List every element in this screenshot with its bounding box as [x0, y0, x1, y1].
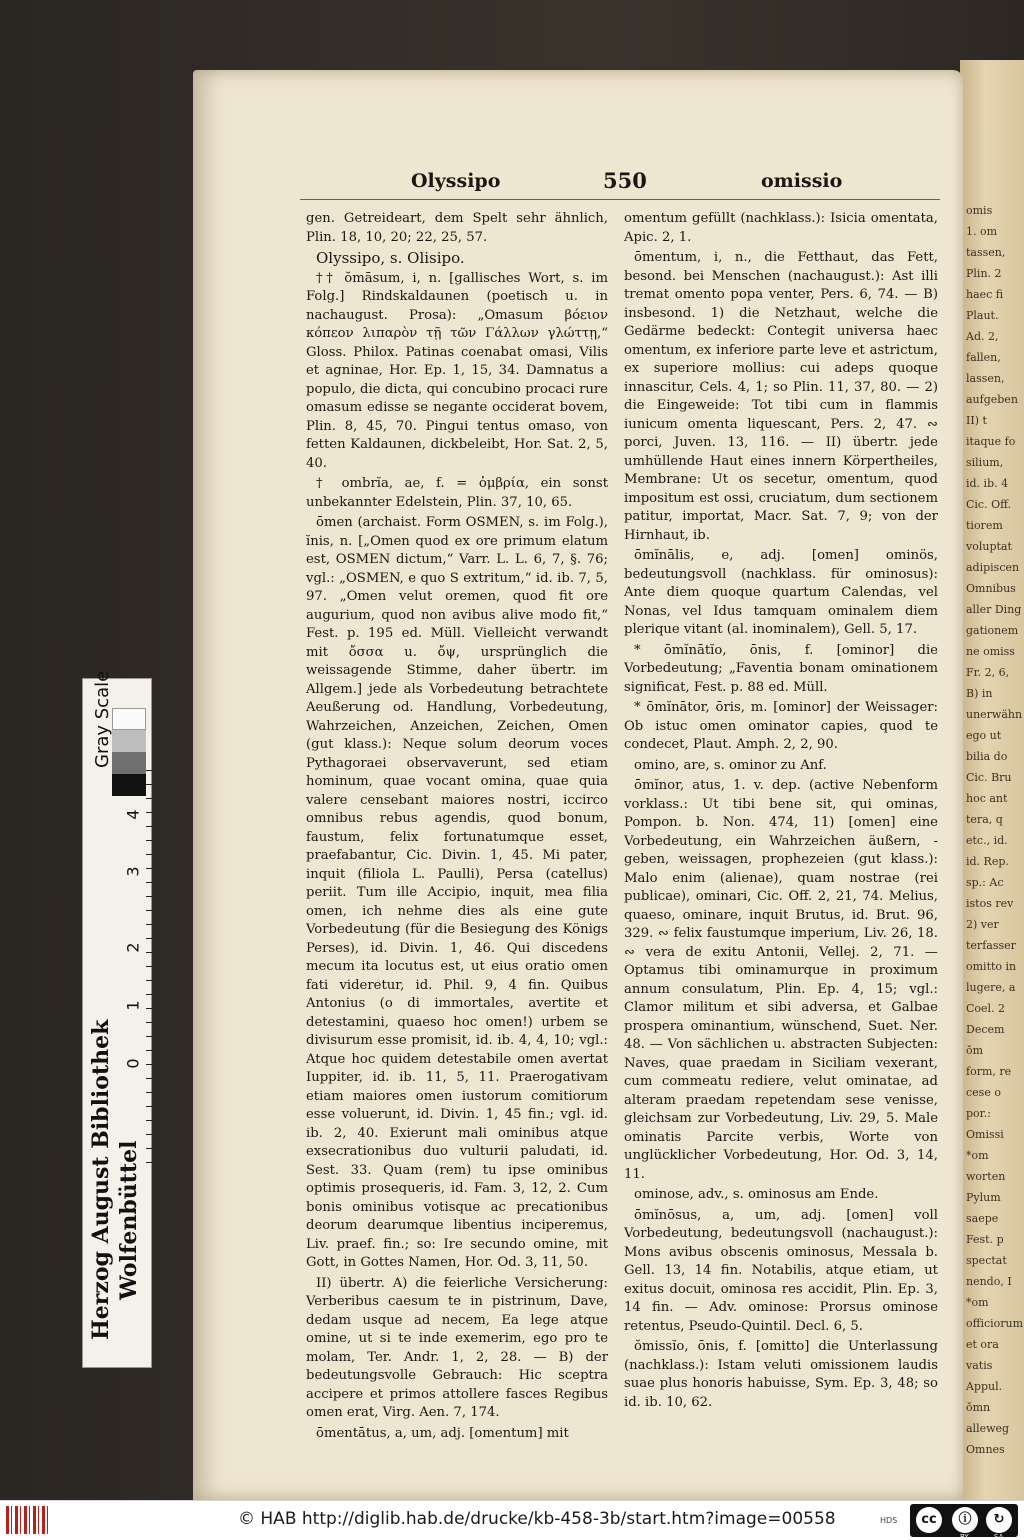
entry-text: ōmĭnālis, e, adj. [omen] ominös, bedeutungsvoll (nachklass. für ominosus): Ante diem quoque quartum Calendas, vel Nonas, vel Idus tamquam ominalem diem plerique vitant (al. inominalem), Gell. 5, 17. — [624, 548, 938, 637]
ruler-number: 3 — [123, 866, 143, 877]
hds-mark: HDS — [880, 1516, 898, 1525]
entry-text: gen. Getreideart, dem Spelt sehr ähnlich, Plin. 18, 10, 20; 22, 25, 57. — [306, 211, 608, 245]
page-number: 550 — [603, 168, 647, 193]
entry-text: ōmen (archaist. Form OSMEN, s. im Folg.), ĭnis, n. [„Omen quod ex ore primum elatum est, OSMEN dictum,“ Varr. L. L. 6, 7, §. 76; vgl.: „OSMEN, e quo S extritum,“ id. ib. 7, 5, 97. „Omen velut oremen, quod fit ore augurium, quod non avibus alive modo fit,“ Fest. p. 195 ed. Müll. Vielleicht verwandt mit ὄσσα u. ὄψ, ursprünglich die weissagende Stimme, daher übertr. im Allgem.] jede als Vorbedeutung betrachtete Aeußerung od. Handlung, Vorbedeutung, Wahrzeichen, Anzeichen, Zeichen, Omen (gut klass.): Neque solum deorum voces Pythagoraei observaverunt, sed etiam hominum, quae vocant omina, quae quia valere censebant maiores nostri, iccirco omnibus rebus agendis, quod bonum, faustum, felix fortunatumque esset, praefabantur, Cic. Divin. 1, 45. Mi pater, inquit (filiola L. Paulli), Persa (catellus) periit. Tum ille Accipio, inquit, mea filia omen, ich nehme dies als eine gute Vorbedeutung (für die Besiegung des Königs Perses), id. Divin. 1, 46. Qui discedens mecum ita locutus est, ut eius oratio omen fati videretur, id. Phil. 9, 4 fin. Quibus Antonius (o di immortales, avertite et detestamini, quaeso hoc omen!) urbem se divisurum esse promisit, id. ib. 4, 4, 10; vgl.: Atque hoc quidem detestabile omen avertat Iuppiter, id. ib. 11, 5, 11. Praerogativam etiam maiores omen iustorum comitiorum esse voluerunt, id. Divin. 1, 45 fin.; vgl. id. ib. 2, 40. Exierunt mali ominibus atque exsecrationibus duo vulturii paludati, id. Sest. 33. Quam (rem) tu ipse ominibus optimis prosequeris, id. Fam. 3, 12, 2. Cum bonis ominibus votisque ac precationibus deorum dearumque libentius inciperemus, Liv. praef. fin.; so: Ire secundo omine, mit Gott, in Gottes Namen, Hor. Od. 3, 11, 50. — [306, 515, 608, 1270]
ruler-number: 0 — [123, 1058, 143, 1069]
entry-text: ŏmissĭo, ōnis, f. [omitto] die Unterlassung (nachklass.): Istam veluti omissionem laudis suae plus honoris habuisse, Sym. Ep. 3, 48; so id. ib. 10, 62. — [624, 1339, 938, 1410]
entry-text: omentum gefüllt (nachklass.): Isicia omentata, Apic. 2, 1. — [624, 211, 938, 245]
cc-license-badge[interactable] — [910, 1504, 1018, 1540]
header-left-word: Olyssipo — [411, 170, 501, 192]
entry-text: ominose, adv., s. ominosus am Ende. — [634, 1187, 879, 1202]
cc-icon: cc — [916, 1507, 942, 1533]
entry-text: Olyssipo, s. Olisipo. — [316, 249, 465, 267]
swatch-mid — [112, 752, 146, 774]
swatch-black — [112, 774, 146, 796]
next-page-fragment: omis 1. om tassen, Plin. 2 haec fi Plaut. Ad. 2, fallen, lassen, aufgeben II) t itaque fo silium, id. ib. 4 Cic. Off. tiorem voluptat adipiscen Omnibus aller Ding gationem ne omiss Fr. 2, 6, B) in unerwähn ego ut bilia do Cic. Bru hoc ant tera, q etc., id. id. Rep. sp.: Ac istos rev 2) ver terfasser omitto in lugere, a Coel. 2 Decem ŏm form, re cese o por.: Omissi *om worten Pylum saepe Fest. p spectat nendo, I *om officiorum et ora vatis Appul. ŏmn alleweg Omnes — [966, 204, 1024, 1456]
share-alike-icon: ↻ — [986, 1507, 1012, 1533]
entry-text: † ombrĭa, ae, f. = ὀμβρία, ein sonst unbekannter Edelstein, Plin. 37, 10, 65. — [306, 476, 608, 510]
entry-text: II) übertr. A) die feierliche Versicherung: Verberibus caesum te in pistrinum, Dave, dedam usque ad necem, Ea lege atque omine, ut si te inde exemerim, ego pro te molam, Ter. Andr. 1, 2, 28. — B) der bedeutungsvolle Gebrauch: Hic sceptra accipere et primos attollere fasces Regibus omen erat, Virg. Aen. 7, 174. — [306, 1275, 608, 1420]
entry-text: * ōmĭnātor, ōris, m. [ominor] der Weissager: Ob istuc omen ominator capies, quod te condecet, Plaut. Amph. 2, 2, 90. — [624, 700, 938, 752]
institution-name: Herzog August Bibliothek — [88, 1019, 114, 1340]
swatch-light — [112, 730, 146, 752]
ruler-number: 1 — [123, 1000, 143, 1011]
header-right-word: omissio — [761, 170, 843, 192]
entry-text: * ōmĭnātĭo, ōnis, f. [ominor] die Vorbedeutung; „Faventia bonam ominationem significat, Fest. p. 88 ed. Müll. — [624, 642, 938, 695]
license-sa-label: SA — [994, 1533, 1004, 1540]
license-by-label: BY — [960, 1533, 969, 1540]
attribution-icon: ⓘ — [952, 1507, 978, 1533]
next-page-edge — [960, 60, 1024, 1500]
gray-scale-ruler — [146, 770, 152, 1170]
header-rule — [300, 199, 940, 200]
gray-scale-label: Gray Scale — [92, 670, 113, 768]
hab-logo-icon — [6, 1506, 48, 1534]
entry-text: ōmĭnor, atus, 1. v. dep. (active Nebenform vorklass.: Ut tibi bene sit, qui ominas, Pompon. b. Non. 474, 11) [omen] eine Vorbedeutung, ein Wahrzeichen äußern, -geben, weissagen, prophezeien (gut klass.): Malo enim (alienae), quam nostrae (rei publicae), ominari, Cic. Off. 2, 21, 74. Melius, quaeso, ominare, inquit Brutus, id. Brut. 96, 329. ∾ felix faustumque imperium, Liv. 26, 18. ∾ vera de exitu Antonii, Vellej. 2, 71. — Optamus tibi ominamurque in proximum annum consulatum, Plin. Ep. 4, 15; vgl.: Clamor militum et sibi adversa, et Galbae prospera ominantium, wünschend, Suet. Ner. 48. — Von sächlichen u. abstracten Subjecten: Naves, quae praedam in Siciliam vexerant, cum commeatu rediere, velut ominatae, ad alteram praedam repetendam sese venisse, gleichsam zur Vorbedeutung, Liv. 29, 5. Male ominatis Parcite verbis, Worte von unglücklicher Vorbedeutung, Hor. Od. 3, 14, 11. — [624, 778, 938, 1182]
entry-text: ōmĭnōsus, a, um, adj. [omen] voll Vorbedeutung, bedeutungsvoll (nachaugust.): Mons avibus obscenis ominosus, Messala b. Gell. 13, 14 fin. Notabilis, atque etiam, ut exitus docuit, ominosa res accidit, Plin. Ep. 3, 14 fin. — Adv. ominose: Prorsus ominose retentus, Pseudo-Quintil. Decl. 6, 5. — [624, 1207, 938, 1334]
left-column — [306, 210, 608, 1445]
entry-text: †† ŏmāsum, i, n. [gallisches Wort, s. im Folg.] Rindskaldaunen (poetisch u. in nachaugust. Prosa): „Omasum βόειον κόπεον λιπαρὸν τῇ τῶν Γάλλων γλώττῃ,“ Gloss. Philox. Patinas coenabat omasi, Vilis et agninae, Hor. Ep. 1, 15, 34. Damnatus a populo, die dicta, qui concubino procaci rure omasum edisse se negante occiderat bovem, Plin. 8, 45, 70. Pingui tentus omaso, von fetten Kaldaunen, dickbeleibt, Hor. Sat. 2, 5, 40. — [306, 270, 608, 471]
right-column — [624, 210, 938, 1414]
footer-credit-link[interactable]: © HAB http://diglib.hab.de/drucke/kb-458-3b/start.htm?image=00558 — [238, 1509, 836, 1529]
entry-text: ōmentum, i, n., die Fetthaut, das Fett, besond. bei Menschen (nachaugust.): Ast illi tremat omento popa venter, Pers. 6, 74. — B) insbesond. 1) die Netzhaut, welche die Gedärme bedeckt: Contegit universa haec omentum, ex inferiore parte leve et astrictum, ex superiore mollius: cui adeps quoque innascitur, Cels. 4, 1; so Plin. 11, 37, 80. — 2) die Eingeweide: Tot tibi cum in flammis iunicum omenta liquescant, Pers. 2, 47. ∾ porci, Juven. 13, 116. — II) übertr. jede umhüllende Haut eines innern Körpertheiles, Membrane: Ut os secetur, omentum, quod impositum est ossi, cruciatum, dum sectionem patitur, importat, Macr. Sat. 7, 9; von der Hirnhaut, ib. — [624, 250, 938, 543]
swatch-white — [112, 708, 146, 730]
page-header — [193, 168, 963, 198]
entry-text: omino, are, s. ominor zu Anf. — [634, 757, 827, 773]
entry-text: ōmentātus, a, um, adj. [omentum] mit — [316, 1425, 569, 1441]
institution-city: Wolfenbüttel — [116, 1140, 142, 1300]
gray-scale-swatches — [112, 708, 146, 798]
ruler-number: 2 — [123, 942, 143, 953]
ruler-number: 4 — [123, 809, 143, 820]
